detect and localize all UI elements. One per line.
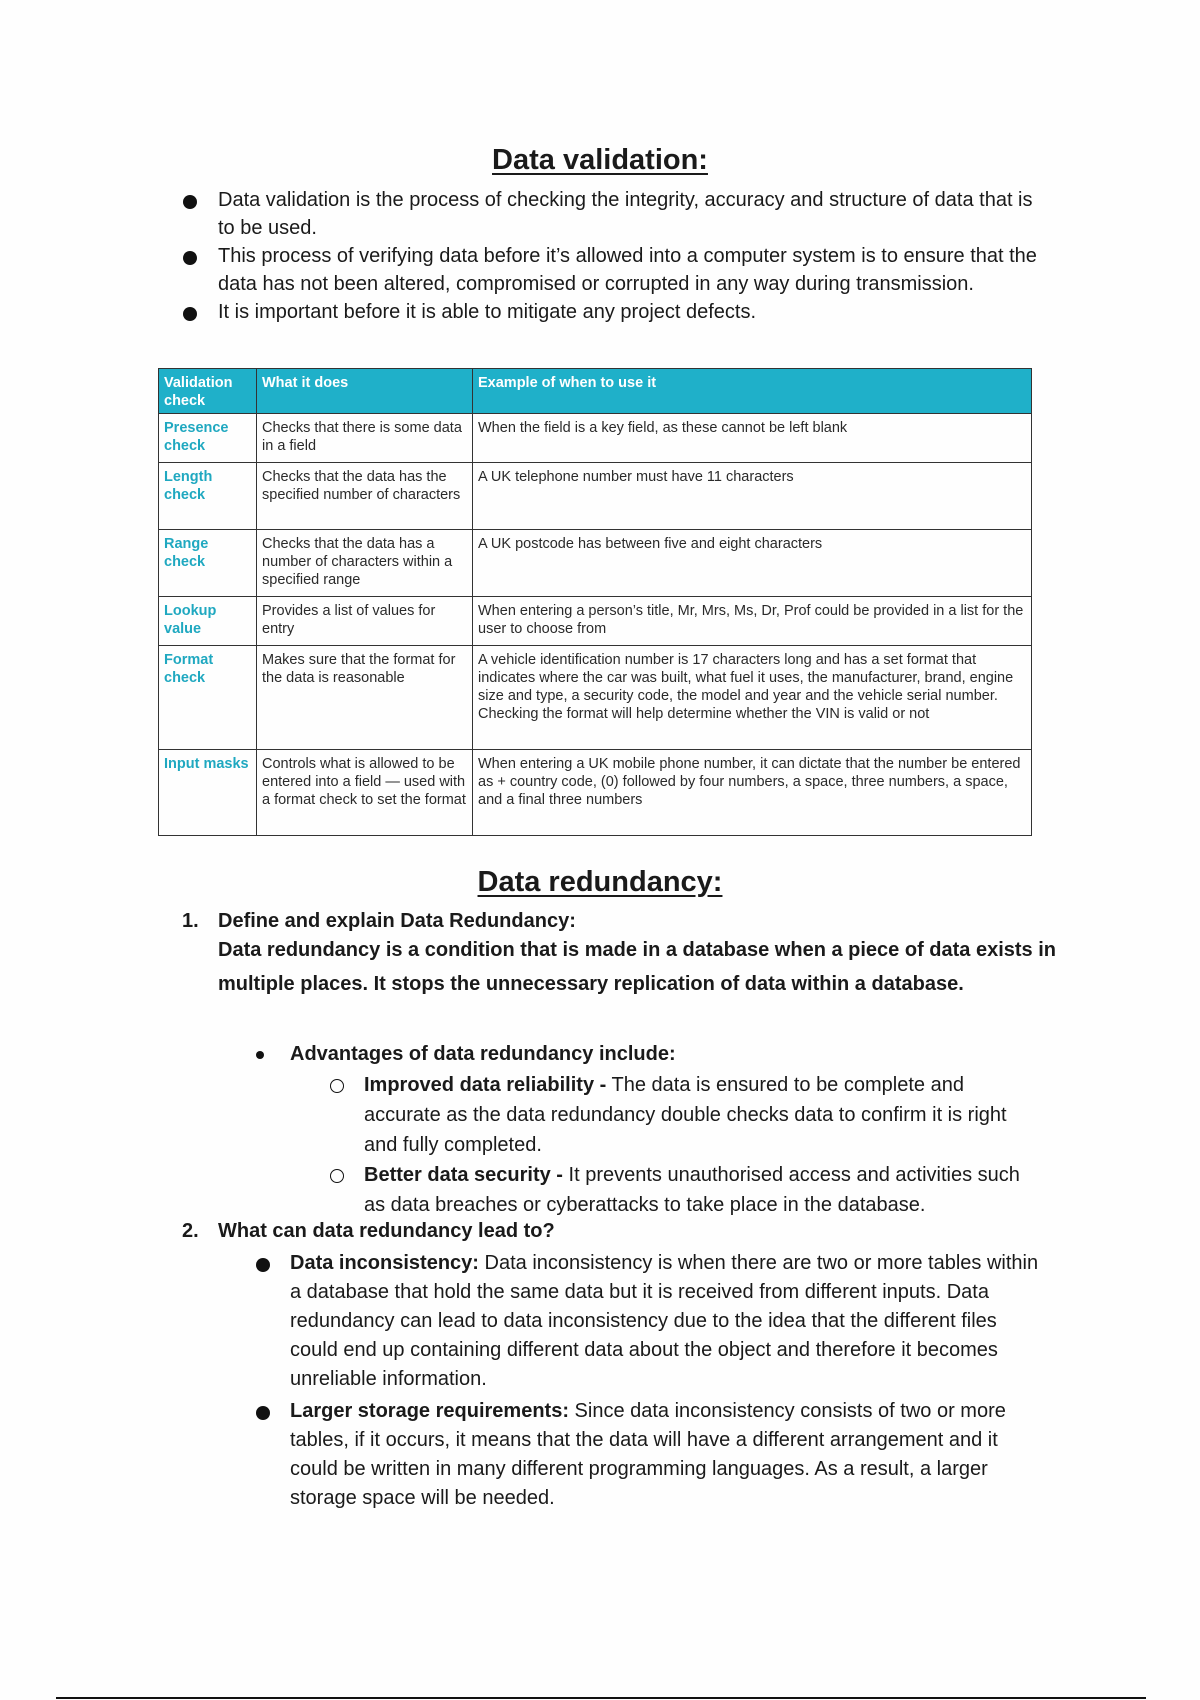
- table-cell: A vehicle identification number is 17 characters long and has a set format that indicates where the car was built, what fuel it uses, the manufacturer, brand, engine size and type, a security code, the model and year and the vehicle serial number. Checking the format will help determine whether the VIN is valid or not: [473, 646, 1032, 750]
- table-cell: When entering a UK mobile phone number, it can dictate that the number be entered as + country code, (0) followed by four numbers, a space, three numbers, a space, and a final three numbers: [473, 750, 1032, 836]
- bullet-icon: [256, 1406, 270, 1420]
- table-cell: A UK postcode has between five and eight characters: [473, 530, 1032, 597]
- table-header-row: [159, 369, 1032, 414]
- list-item: Better data security - It prevents unauthorised access and activities such as data breaches or cyberattacks to take place in the database.: [364, 1160, 1044, 1220]
- table-row: [159, 646, 1032, 750]
- list-item: This process of verifying data before it’s allowed into a computer system is to ensure that the data has not been altered, compromised or corrupted in any way during transmission.: [180, 242, 1040, 298]
- list-item: Larger storage requirements: Since data inconsistency consists of two or more tables, if it occurs, it means that the data will have a different arrangement and it could be written in many different programming languages. As a result, a larger storage space will be needed.: [290, 1397, 1050, 1513]
- table-cell: Makes sure that the format for the data is reasonable: [257, 646, 473, 750]
- table-cell: Checks that there is some data in a field: [257, 414, 473, 463]
- list-item: Data inconsistency: Data inconsistency is when there are two or more tables within a database that hold the same data but it is received from different inputs. Data redundancy can lead to data inconsistency due to the idea that the different files could end up containing different data about the object and therefore it becomes unreliable information.: [290, 1249, 1050, 1394]
- table-cell: Lookup value: [159, 597, 257, 646]
- table-cell: When entering a person’s title, Mr, Mrs, Ms, Dr, Prof could be provided in a list for the user to choose from: [473, 597, 1032, 646]
- bullet-icon: [256, 1051, 264, 1059]
- bullet-icon: [183, 307, 197, 321]
- table-cell: Checks that the data has a number of characters within a specified range: [257, 530, 473, 597]
- table-cell: Length check: [159, 463, 257, 530]
- header-cell: Validation check: [159, 369, 257, 414]
- table-cell: A UK telephone number must have 11 characters: [473, 463, 1032, 530]
- table-cell: Provides a list of values for entry: [257, 597, 473, 646]
- list-item: Data validation is the process of checking the integrity, accuracy and structure of data that is to be used.: [180, 186, 1040, 242]
- validation-table: [158, 368, 1032, 836]
- list-item: It is important before it is able to mitigate any project defects.: [180, 298, 1040, 326]
- footer-divider: [56, 1697, 1146, 1699]
- table-cell: Range check: [159, 530, 257, 597]
- validation-bullets: [180, 186, 1040, 326]
- bullet-icon: [256, 1258, 270, 1272]
- bullet-icon: [183, 251, 197, 265]
- table-row: [159, 463, 1032, 530]
- table-cell: Presence check: [159, 414, 257, 463]
- question-1: Define and explain Data Redundancy:: [218, 910, 576, 932]
- advantages-heading: Advantages of data redundancy include:: [290, 1040, 1050, 1069]
- header-cell: Example of when to use it: [473, 369, 1032, 414]
- hollow-bullet-icon: [330, 1079, 344, 1093]
- table-row: [159, 530, 1032, 597]
- hollow-bullet-icon: [330, 1169, 344, 1183]
- table-row: [159, 750, 1032, 836]
- bullet-icon: [183, 195, 197, 209]
- table-cell: When the field is a key field, as these cannot be left blank: [473, 414, 1032, 463]
- table-cell: Format check: [159, 646, 257, 750]
- table-cell: Input masks: [159, 750, 257, 836]
- table-cell: Controls what is allowed to be entered into a field — used with a format check to set the format: [257, 750, 473, 836]
- list-number: 2.: [182, 1220, 199, 1242]
- redundancy-heading: Data redundancy:: [477, 866, 723, 898]
- question-2: What can data redundancy lead to?: [218, 1220, 555, 1242]
- table-row: [159, 597, 1032, 646]
- validation-heading: Data validation:: [492, 144, 708, 176]
- table-row: [159, 414, 1032, 463]
- list-item: Improved data reliability - The data is ensured to be complete and accurate as the data redundancy double checks data to confirm it is right and fully completed.: [364, 1070, 1044, 1160]
- question-1-answer: Data redundancy is a condition that is made in a database when a piece of data exists in multiple places. It stops the unnecessary replication of data within a database.: [218, 939, 1057, 995]
- header-cell: What it does: [257, 369, 473, 414]
- table-cell: Checks that the data has the specified number of characters: [257, 463, 473, 530]
- list-number: 1.: [182, 910, 199, 932]
